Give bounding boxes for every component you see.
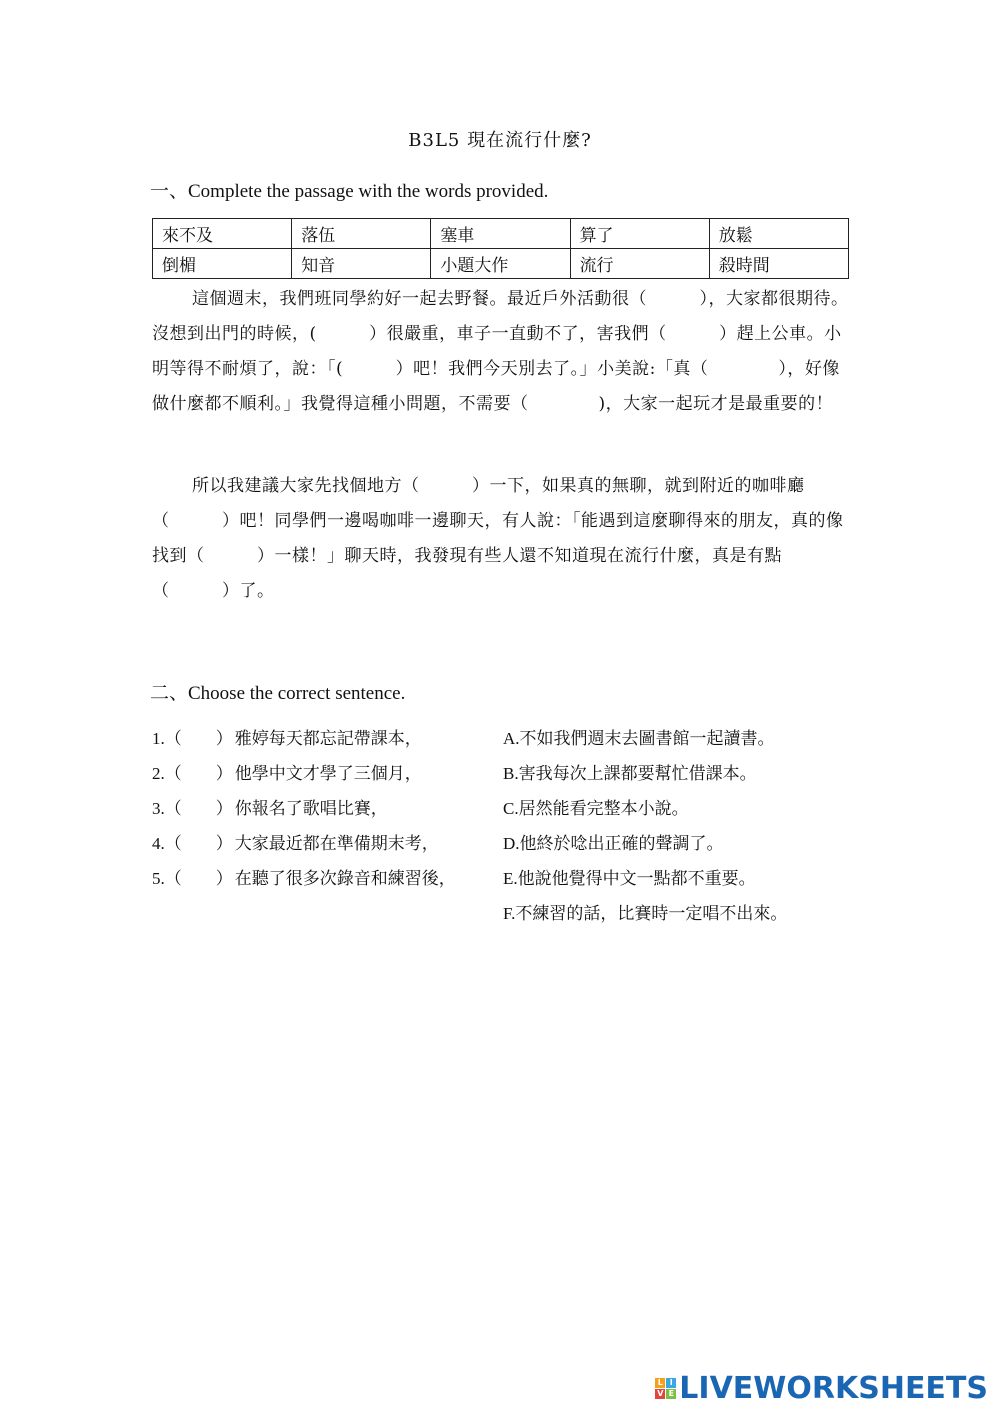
answer-option bbox=[503, 721, 903, 756]
question-list bbox=[152, 721, 512, 896]
question-text: 他學中文才學了三個月， bbox=[234, 764, 422, 784]
question-number: 5. bbox=[152, 869, 165, 888]
option-letter: E. bbox=[503, 869, 518, 888]
logo-mark-icon bbox=[655, 1378, 676, 1399]
word-bank-cell: 小題大作 bbox=[431, 249, 570, 279]
answer-blank[interactable]: （ ） bbox=[164, 834, 233, 854]
question-text: 雅婷每天都忘記帶課本， bbox=[234, 729, 422, 749]
logo-letter: V bbox=[657, 1389, 664, 1398]
answer-option bbox=[503, 896, 903, 931]
option-text: 他終於唸出正確的聲調了。 bbox=[519, 834, 724, 854]
word-bank-row bbox=[153, 219, 849, 249]
option-letter: D. bbox=[503, 834, 520, 853]
answer-option bbox=[503, 861, 903, 896]
option-letter: F. bbox=[503, 904, 516, 923]
question-number: 3. bbox=[152, 799, 165, 818]
word-bank-cell: 塞車 bbox=[431, 219, 570, 249]
word-bank-cell: 算了 bbox=[570, 219, 709, 249]
logo-letter: I bbox=[666, 1378, 676, 1388]
passage-paragraph-1 bbox=[152, 282, 852, 422]
question-item bbox=[152, 756, 512, 791]
section2-heading: 二、Choose the correct sentence. bbox=[150, 683, 406, 704]
answer-blank[interactable]: （ ） bbox=[164, 764, 233, 784]
word-bank-cell: 知音 bbox=[292, 249, 431, 279]
question-text: 在聽了很多次錄音和練習後， bbox=[234, 869, 456, 889]
paragraph-text: 這個週末，我們班同學約好一起去野餐。最近戶外活動很（ ），大家都很期待。沒想到出門的時候，( ）很嚴重，車子一直動不了，害我們（ ）趕上公車。小明等得不耐煩了，說：「( ）吧！我們今天別去了。」小美說:「真（ ），好像做什麼都不順利。」我覺得這種小問題，不需要（ )，大家一起玩才是最重要的！ bbox=[152, 289, 849, 414]
answer-option-list bbox=[503, 721, 903, 931]
logo-letter: L bbox=[655, 1378, 665, 1388]
option-text: 害我每次上課都要幫忙借課本。 bbox=[518, 764, 757, 784]
question-number: 1. bbox=[152, 729, 165, 748]
word-bank-row bbox=[153, 249, 849, 279]
word-bank-table bbox=[152, 218, 849, 279]
word-bank-cell: 放鬆 bbox=[709, 219, 848, 249]
answer-blank[interactable]: （ ） bbox=[164, 799, 233, 819]
question-text: 你報名了歌唱比賽， bbox=[234, 799, 388, 819]
paragraph-text: 所以我建議大家先找個地方（ ）一下，如果真的無聊，就到附近的咖啡廳（ ）吧！同學們一邊喝咖啡一邊聊天，有人說：「能遇到這麼聊得來的朋友，真的像找到（ ）一樣！」聊天時，我發現有些人還不知道現在流行什麼，真是有點（ ）了。 bbox=[152, 476, 844, 601]
answer-option bbox=[503, 826, 903, 861]
option-text: 不練習的話，比賽時一定唱不出來。 bbox=[515, 904, 788, 924]
word-bank-cell: 落伍 bbox=[292, 219, 431, 249]
option-letter: C. bbox=[503, 799, 519, 818]
brand-name: LIVEWORKSHEETS bbox=[679, 1371, 988, 1406]
option-text: 不如我們週末去圖書館一起讀書。 bbox=[519, 729, 775, 749]
liveworksheets-logo bbox=[655, 1371, 988, 1406]
word-bank-cell: 倒楣 bbox=[153, 249, 292, 279]
answer-blank[interactable]: （ ） bbox=[164, 729, 233, 749]
answer-blank[interactable]: （ ） bbox=[164, 869, 233, 889]
logo-letter: E bbox=[666, 1389, 676, 1399]
option-text: 他說他覺得中文一點都不重要。 bbox=[517, 869, 756, 889]
question-item bbox=[152, 826, 512, 861]
word-bank-cell: 來不及 bbox=[153, 219, 292, 249]
section1-heading: 一、Complete the passage with the words provided. bbox=[150, 181, 549, 202]
word-bank-cell: 殺時間 bbox=[709, 249, 848, 279]
question-number: 2. bbox=[152, 764, 165, 783]
question-number: 4. bbox=[152, 834, 165, 853]
option-letter: B. bbox=[503, 764, 519, 783]
question-item bbox=[152, 861, 512, 896]
question-item bbox=[152, 791, 512, 826]
option-text: 居然能看完整本小說。 bbox=[518, 799, 689, 819]
passage-paragraph-2 bbox=[152, 469, 852, 609]
page-title: B3L5 現在流行什麼? bbox=[408, 130, 592, 151]
option-letter: A. bbox=[503, 729, 520, 748]
answer-option bbox=[503, 756, 903, 791]
answer-option bbox=[503, 791, 903, 826]
word-bank-cell: 流行 bbox=[570, 249, 709, 279]
question-text: 大家最近都在準備期末考， bbox=[234, 834, 439, 854]
question-item bbox=[152, 721, 512, 756]
